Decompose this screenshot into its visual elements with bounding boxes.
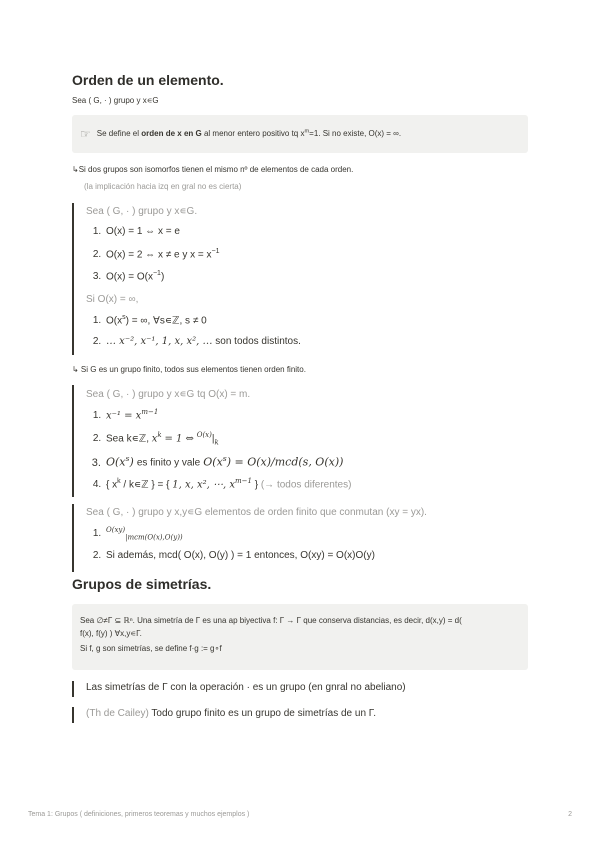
pointing-hand-icon: ☞ <box>80 127 91 141</box>
quote3-item: 2. Si además, mcd( O(x), O(y) ) = 1 entonces, O(xy) = O(x)O(y) <box>104 550 528 570</box>
intro-text: Sea ( G, · ) grupo y x∊G <box>72 96 159 105</box>
section-title-orden: Orden de un elemento. <box>72 72 224 88</box>
symmetry-line2: f(x), f(y) ) ∀x,y∊Γ. <box>80 629 142 638</box>
quote2-item: 1. $x^{-1} = x^{m-1}$ <box>104 408 528 431</box>
page-footer <box>28 811 572 818</box>
quote1-item: 2. … x⁻², x⁻¹, 1, x, x², … son todos distintos. <box>104 336 528 358</box>
symmetry-callout <box>72 604 528 670</box>
quote-block-cayley <box>72 707 528 723</box>
quote2-item: 2. Sea k∊ℤ, $x^k = 1$ ⇔ $^{O(x)}|_k$ <box>104 431 528 454</box>
quote1-subhead: Si O(x) = ∞, <box>86 294 139 305</box>
footer-title: Tema 1: Grupos ( definiciones, primeros teoremas y muchos ejemplos ) <box>28 811 250 818</box>
quote5-text: (Th de Cailey) Todo grupo finito es un grupo de simetrías de un Γ. <box>86 708 376 719</box>
quote1-item: 1. O(x) = 1 ⇔ x = e <box>104 226 528 248</box>
quote1-list2 <box>86 314 528 358</box>
quote3-list <box>86 526 528 570</box>
definition-callout: ☞ Se define el orden de x en G al menor entero positivo tq $x^m=1$. Si no existe, O(x) = ∞. <box>72 115 528 153</box>
symmetry-line3: Si f, g son simetrías, se define f·g := g∘f <box>80 644 222 653</box>
quote-block-commuting <box>72 504 528 572</box>
definition-bold: orden de x en G <box>141 129 202 139</box>
isomorphism-note: ↳Si dos grupos son isomorfos tienen el mismo nº de elementos de cada orden. <box>72 165 354 174</box>
quote-block-orden-props <box>72 203 528 355</box>
quote1-item: 3. $O(x) = O(x^{-1})$ <box>104 270 528 292</box>
symmetry-line1: Sea ∅≠Γ ⊆ ℝⁿ. Una simetría de Γ es una ap biyectiva f: Γ → Γ que conserva distancias, es decir, d(x,y) = d( <box>80 616 462 625</box>
quote2-item: 3. $O(x^s)$ es finito y vale $O(x^s) = O(x)/mcd(s$, O(x)) <box>104 454 528 477</box>
quote2-item: 4. { $x^k$ / k∊ℤ } = { 1, x, x², ⋯, $x^{m-1}$ } (→ todos diferentes) <box>104 477 528 500</box>
quote1-item: 1. $O(x^s)$ = ∞, ∀s∊ℤ, s ≠ 0 <box>104 314 528 336</box>
quote4-text: Las simetrías de Γ con la operación · es un grupo (en gnral no abeliano) <box>86 682 406 693</box>
quote1-head: Sea ( G, · ) grupo y x∊G. <box>86 206 198 217</box>
isomorphism-subnote: (la implicación hacia izq en gral no es cierta) <box>84 182 242 191</box>
quote3-head: Sea ( G, · ) grupo y x,y∊G elementos de orden finito que conmutan (xy = yx). <box>86 507 427 518</box>
quote-block-finite-order <box>72 385 528 497</box>
page-number: 2 <box>568 811 572 818</box>
quote-block-symmetry-group <box>72 681 528 697</box>
quote2-list <box>86 408 528 500</box>
quote3-item: 1. $^{O(xy)}_{|mcm(O(x),O(y))}$ <box>104 526 528 550</box>
quote1-item: 2. O(x) = 2 ⇔ x ≠ e y $x = x^{-1}$ <box>104 248 528 270</box>
section-title-simetrias: Grupos de simetrías. <box>72 576 212 592</box>
finite-note: ↳ Si G es un grupo finito, todos sus elementos tienen orden finito. <box>72 365 306 374</box>
quote2-head: Sea ( G, · ) grupo y x∊G tq O(x) = m. <box>86 389 251 400</box>
quote1-list <box>86 226 528 292</box>
